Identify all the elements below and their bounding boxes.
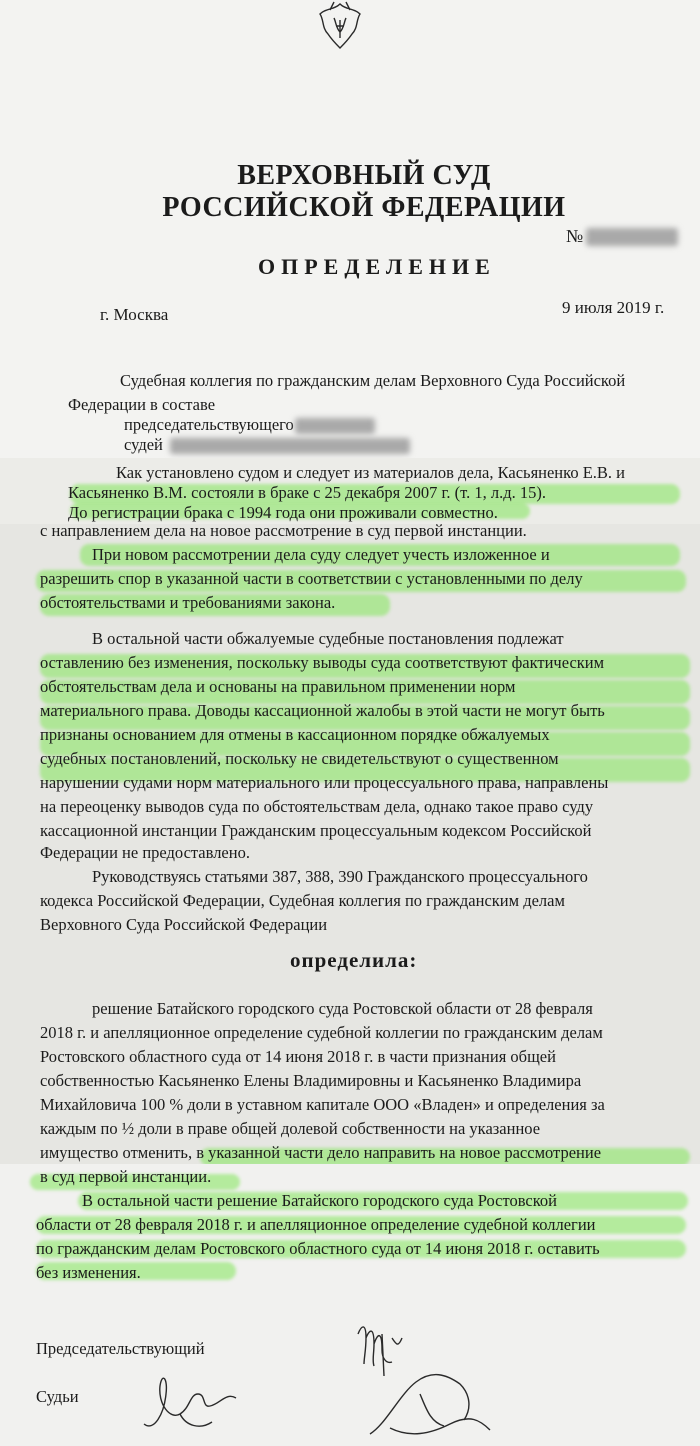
intro-line-3: председательствующего (124, 415, 294, 434)
p2-line-8: на переоценку выводов суда по обстоятельствам дела, однако такое право суду (40, 797, 594, 816)
p4-line-7: имущество отменить, в указанной части дело направить на новое рассмотрение (40, 1143, 602, 1162)
judges-label: Судьи (36, 1387, 79, 1406)
p2-line-9: кассационной инстанции Гражданским процессуальным кодексом Российской (40, 821, 592, 840)
p4-line-4: собственностью Касьяненко Елены Владимировны и Касьяненко Владимира (40, 1071, 582, 1090)
p2-line-1: В остальной части обжалуемые судебные постановления подлежат (92, 629, 564, 648)
p2-line-10: Федерации не предоставлено. (40, 843, 250, 862)
p2-line-7: нарушении судами норм материального или процессуального права, направлены (40, 773, 609, 792)
p5-line-1: В остальной части решение Батайского городского суда Ростовской (82, 1191, 557, 1210)
p3-line-2: кодекса Российской Федерации, Судебная коллегия по гражданским делам (40, 891, 565, 910)
redacted-judges-names (170, 438, 410, 454)
court-name-line2: РОССИЙСКОЙ ФЕДЕРАЦИИ (162, 192, 566, 223)
decision-heading: определила: (290, 948, 418, 972)
p2-line-5: признаны основанием для отмены в кассационном порядке обжалуемых (40, 725, 550, 744)
p5-line-3: по гражданским делам Ростовского областного суда от 14 июня 2018 г. оставить (36, 1239, 600, 1258)
coat-of-arms-emblem-icon (312, 0, 368, 50)
fragment-line-2: Касьяненко В.М. состояли в браке с 25 декабря 2007 г. (т. 1, л.д. 15). (68, 483, 546, 502)
redacted-presiding-name (295, 418, 375, 434)
p4-line-5: Михайловича 100 % доли в уставном капитале ООО «Владен» и определения за (40, 1095, 605, 1114)
p2-line-4: материального права. Доводы кассационной жалобы в этой части не могут быть (40, 701, 605, 720)
judge-signature-1-icon (140, 1364, 250, 1444)
document-header-strip (0, 0, 700, 458)
p4-line-3: Ростовского областного суда от 14 июня 2018 г. в части признания общей (40, 1047, 556, 1066)
p5-line-4: без изменения. (36, 1263, 141, 1282)
main-body-strip (0, 524, 700, 1164)
fragment-strip (0, 458, 700, 524)
p5-line-2: области от 28 февраля 2018 г. и апелляционное определение судебной коллегии (36, 1215, 596, 1234)
fragment-line-1: Как установлено судом и следует из материалов дела, Касьяненко Е.В. и (116, 463, 625, 482)
p3-line-1: Руководствуясь статьями 387, 388, 390 Гражданского процессуального (92, 867, 588, 886)
p1-line-3: обстоятельствами и требованиями закона. (40, 593, 336, 612)
court-name-line1: ВЕРХОВНЫЙ СУД (237, 160, 491, 191)
p3-line-3: Верховного Суда Российской Федерации (40, 915, 328, 934)
intro-line-4: судей (124, 435, 163, 454)
fragment-line-3: До регистрации брака с 1994 года они проживали совместно. (68, 503, 498, 522)
judge-signature-2-icon (360, 1364, 500, 1446)
p2-line-3: обстоятельствам дела и основаны на правильном применении норм (40, 677, 516, 696)
case-number-label: № (566, 226, 584, 246)
p1-line-1: При новом рассмотрении дела суду следует учесть изложенное и (92, 545, 550, 564)
intro-line-1: Судебная коллегия по гражданским делам Верховного Суда Российской (120, 371, 626, 390)
presiding-label: Председательствующий (36, 1339, 205, 1358)
footer-strip (0, 1164, 700, 1446)
p2-line-2: оставлению без изменения, поскольку выводы суда соответствуют фактическим (40, 653, 605, 672)
p4-line-1: решение Батайского городского суда Ростовской области от 28 февраля (92, 999, 593, 1018)
intro-line-2: Федерации в составе (68, 395, 216, 414)
p4-line-2: 2018 г. и апелляционное определение судебной коллегии по гражданским делам (40, 1023, 603, 1042)
redacted-case-number (586, 228, 678, 246)
document-title: ОПРЕДЕЛЕНИЕ (258, 254, 496, 279)
document-date: 9 июля 2019 г. (562, 298, 665, 317)
footer-cont-line: в суд первой инстанции. (40, 1167, 212, 1186)
p4-line-6: каждым по ½ доли в праве общей долевой собственности на указанное (40, 1119, 541, 1138)
p2-line-6: судебных постановлений, поскольку не свидетельствуют о существенном (40, 749, 559, 768)
city: г. Москва (100, 305, 169, 324)
p1-line-2: разрешить спор в указанной части в соответствии с установленными по делу (40, 569, 583, 588)
top-cut-line: с направлением дела на новое рассмотрение в суд первой инстанции. (40, 524, 527, 540)
